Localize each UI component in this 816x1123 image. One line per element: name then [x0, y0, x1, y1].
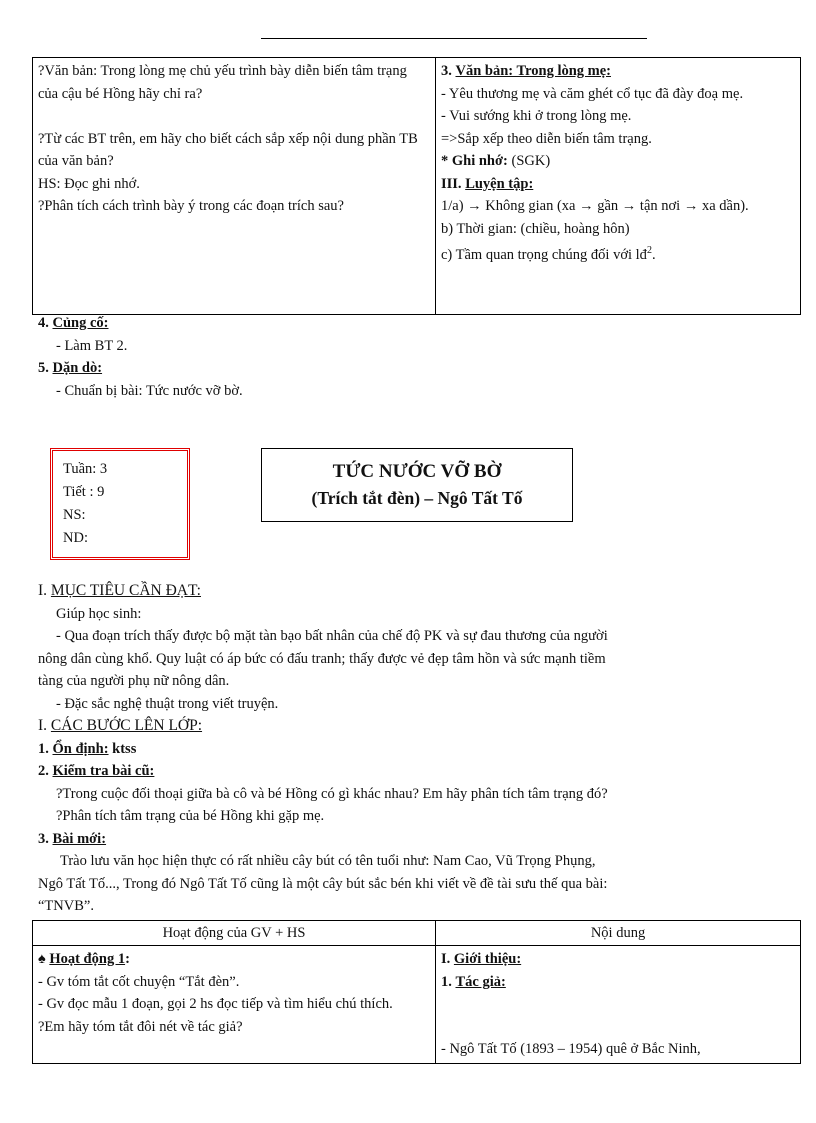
consolidate-item: - Làm BT 2. [56, 337, 128, 354]
step2-heading: Kiểm tra bài cũ: [52, 763, 155, 779]
activities-cell: ♠ Hoạt động 1: - Gv tóm tắt cốt chuyện “Tắt đèn”. - Gv đọc mẫu 1 đoạn, gọi 2 hs đọc tiếp và tìm hiểu chú thích. ?Em hãy tóm tắt đôi nét về tác giả? [33, 946, 436, 1064]
question-text-3: ?Phân tích cách trình bày ý trong các đoạn trích sau? [38, 198, 344, 214]
lesson-title-box [261, 448, 573, 522]
lesson-title: TỨC NƯỚC VỠ BỜ [332, 461, 502, 482]
question-text-1: ?Văn bản: Trong lòng mẹ chủ yếu trình bày diễn biến tâm trạng của cậu bé Hồng hãy chỉ ra? [38, 63, 407, 102]
objectives-intro: Giúp học sinh: [56, 605, 142, 622]
spade-icon: ♠ [38, 951, 46, 967]
steps-heading: CÁC BƯỚC LÊN LỚP: [50, 717, 203, 734]
heading-number: 3. [441, 63, 452, 79]
homework-item: - Chuẩn bị bài: Tức nước vỡ bờ. [56, 382, 243, 399]
lesson-body: I. MỤC TIÊU CẦN ĐẠT: Giúp học sinh: - Qua đoạn trích thấy được bộ mặt tàn bạo bất nhân của chế độ PK và sự đau thương của người nông dân cùng khổ. Quy luật có áp bức có đấu tranh; thấy được vẻ đẹp tâm hồn và sức mạnh tiềm tàng của người phụ nữ nông dân. - Đặc sắc nghệ thuật trong viết truyện. I. CÁC BƯỚC LÊN LỚP: 1. Ổn định: ktss 2. Kiểm tra bài cũ: ?Trong cuộc đối thoại giữa bà cô và bé Hồng có gì khác nhau? Em hãy phân tích tâm trạng đó? ?Phân tích tâm trạng của bé Hồng khi gặp mẹ. 3. Bài mới: Trào lưu văn học hiện thực có rất nhiều cây bút có tên tuổi như: Nam Cao, Vũ Trọng Phụng, Ngô Tất Tố..., Trong đó Ngô Tất Tố cũng là một cây bút sắc bén khi viết về đề tài sưu thế qua bài: “TNVB”. [38, 580, 793, 918]
step1-heading: Ổn định: [52, 740, 109, 757]
period-label: Tiết : 9 [63, 484, 105, 500]
ns-label: NS: [63, 507, 86, 523]
objectives-heading: MỤC TIÊU CẦN ĐẠT: [50, 582, 201, 599]
lesson-table-previous [32, 57, 801, 315]
step1-value: ktss [112, 740, 137, 757]
lesson-subtitle: (Trích tắt đèn) – Ngô Tất Tố [311, 488, 523, 508]
activity-line: ?Em hãy tóm tắt đôi nét về tác giả? [38, 1018, 243, 1035]
intro-text: Trào lưu văn học hiện thực có rất nhiều cây bút có tên tuổi như: Nam Cao, Vũ Trọng Phụng, [60, 853, 596, 869]
top-rule [261, 38, 647, 39]
consolidate-heading: Củng cố: [52, 315, 109, 331]
superscript: 2 [646, 245, 652, 256]
objective-text: nông dân cùng khổ. Quy luật có áp bức có đấu tranh; thấy được vẻ đẹp tâm hồn và sức mạnh tiềm [38, 650, 606, 667]
review-question: ?Phân tích tâm trạng của bé Hồng khi gặp mẹ. [56, 808, 325, 824]
content-line: - Yêu thương mẹ và căm ghét cổ tục đã đày đoạ mẹ. [441, 85, 744, 102]
content-line: b) Thời gian: (chiều, hoàng hôn) [441, 220, 630, 237]
content-line: 1/a) → Không gian (xa → gần → tận nơi → xa dần). [441, 198, 749, 214]
intro-heading: Giới thiệu: [453, 951, 522, 967]
intro-text: “TNVB”. [38, 898, 94, 914]
activity-line: - Gv đọc mẫu 1 đoạn, gọi 2 hs đọc tiếp và tìm hiểu chú thích. [38, 996, 393, 1012]
student-read-note: HS: Đọc ghi nhớ. [38, 175, 140, 192]
author-heading: Tác giả: [455, 973, 506, 990]
objective-text: tàng của người phụ nữ nông dân. [38, 673, 230, 689]
content-line: =>Sắp xếp theo diễn biến tâm trạng. [441, 130, 652, 147]
teacher-student-column [33, 58, 436, 315]
activity-line: - Gv tóm tắt cốt chuyện “Tắt đèn”. [38, 973, 240, 990]
column-header-activities: Hoạt động của GV + HS [33, 921, 436, 946]
activity-heading: Hoạt động 1 [49, 951, 126, 967]
objective-text: - Qua đoạn trích thấy được bộ mặt tàn bạo bất nhân của chế độ PK và sự đau thương của người [56, 628, 608, 644]
objective-text: - Đặc sắc nghệ thuật trong viết truyện. [56, 695, 279, 712]
practice-number: III. [441, 175, 462, 192]
consolidate-section: 4. Củng cố: - Làm BT 2. 5. Dặn dò: - Chuẩn bị bài: Tức nước vỡ bờ. [38, 312, 243, 402]
lesson-table-new [32, 920, 801, 1064]
content-cell: I. Giới thiệu: 1. Tác giả: - Ngô Tất Tố (1893 – 1954) quê ở Bắc Ninh, [436, 946, 801, 1064]
step3-heading: Bài mới: [52, 830, 107, 847]
review-question: ?Trong cuộc đối thoại giữa bà cô và bé Hồng có gì khác nhau? Em hãy phân tích tâm trạng đó? [56, 785, 608, 802]
week-label: Tuần: 3 [63, 461, 108, 477]
note-value: (SGK) [511, 153, 551, 169]
note-label: * Ghi nhớ: [441, 153, 508, 169]
author-line: - Ngô Tất Tố (1893 – 1954) quê ở Bắc Ninh, [441, 1041, 701, 1057]
content-line: - Vui sướng khi ở trong lòng mẹ. [441, 108, 632, 124]
homework-heading: Dặn dò: [52, 360, 103, 376]
intro-text: Ngô Tất Tố..., Trong đó Ngô Tất Tố cũng là một cây bút sắc bén khi viết về đề tài sưu thế qua bài: [38, 875, 608, 892]
column-header-content: Nội dung [436, 921, 801, 946]
question-text-2: ?Từ các BT trên, em hãy cho biết cách sắp xếp nội dung phần TB của văn bản? [38, 130, 418, 169]
content-column: 3. Văn bản: Trong lòng mẹ: - Yêu thương mẹ và căm ghét cổ tục đã đày đoạ mẹ. - Vui sướng khi ở trong lòng mẹ. =>Sắp xếp theo diễn biến tâm trạng. * Ghi nhớ: (SGK) III. Luyện tập: 1/a) → Không gian (xa → gần → tận nơi → xa dần). b) Thời gian: (chiều, hoàng hôn) c) Tầm quan trọng chúng đối với $lđ^2$. [436, 58, 801, 315]
section-heading: Văn bản: Trong lòng mẹ: [455, 63, 611, 79]
nd-label: ND: [63, 530, 88, 546]
lesson-info-box [50, 448, 190, 560]
content-line: c) Tầm quan trọng chúng đối với lđ [441, 246, 647, 263]
practice-heading: Luyện tập: [465, 175, 534, 192]
